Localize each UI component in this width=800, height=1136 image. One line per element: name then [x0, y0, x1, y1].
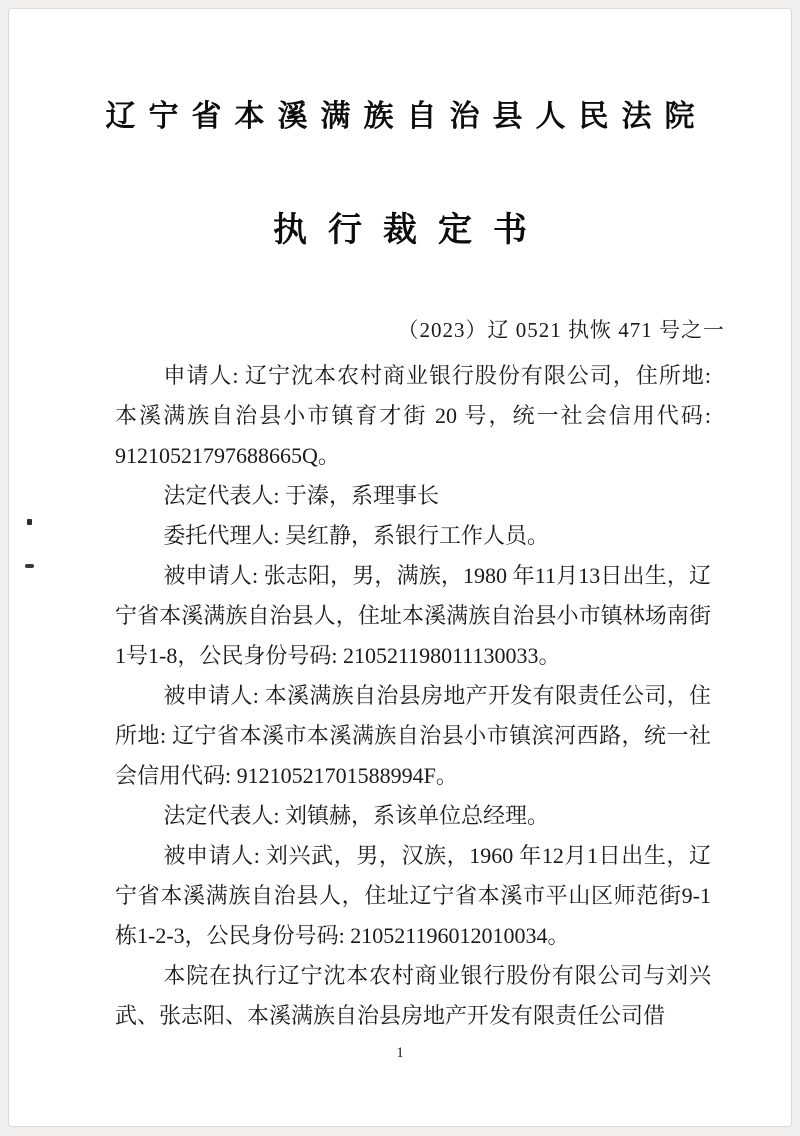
case-number: （2023）辽 0521 执恢 471 号之一 [397, 318, 725, 342]
page-number: 1 [396, 1045, 404, 1061]
document-paragraph: 本院在执行辽宁沈本农村商业银行股份有限公司与刘兴武、张志阳、本溪满族自治县房地产开发有限责任公司借 [115, 963, 711, 1028]
court-name: 辽宁省本溪满族自治县人民法院 [105, 100, 708, 133]
document-paragraph: 委托代理人: 吴红静，系银行工作人员。 [163, 523, 550, 548]
document-paragraph: 申请人: 辽宁沈本农村商业银行股份有限公司，住所地: 本溪满族自治县小市镇育才街 20 号，统一社会信用代码: 91210521797688665Q。 [115, 363, 711, 468]
document-title: 执行裁定书 [273, 212, 548, 249]
document-paragraph: 法定代表人: 刘镇赫，系该单位总经理。 [163, 803, 550, 828]
scan-speck-dash [25, 564, 34, 568]
document-body [115, 356, 711, 1036]
document-paragraph: 法定代表人: 于溱，系理事长 [163, 483, 440, 508]
document-paragraph: 被申请人: 刘兴武，男，汉族，1960 年12月1日出生，辽宁省本溪满族自治县人，住址辽宁省本溪市平山区师范街9-1栋1-2-3，公民身份号码: 210521196012010034。 [115, 843, 711, 948]
document-paragraph: 被申请人: 张志阳，男，满族，1980 年11月13日出生，辽宁省本溪满族自治县人，住址本溪满族自治县小市镇林场南街1号1-8，公民身份号码: 210521198011130033。 [115, 563, 711, 668]
document-paragraph: 被申请人: 本溪满族自治县房地产开发有限责任公司，住所地: 辽宁省本溪市本溪满族自治县小市镇滨河西路，统一社会信用代码: 91210521701588994F。 [115, 683, 711, 788]
document-page [8, 8, 792, 1127]
scan-speck-dot [27, 519, 32, 525]
